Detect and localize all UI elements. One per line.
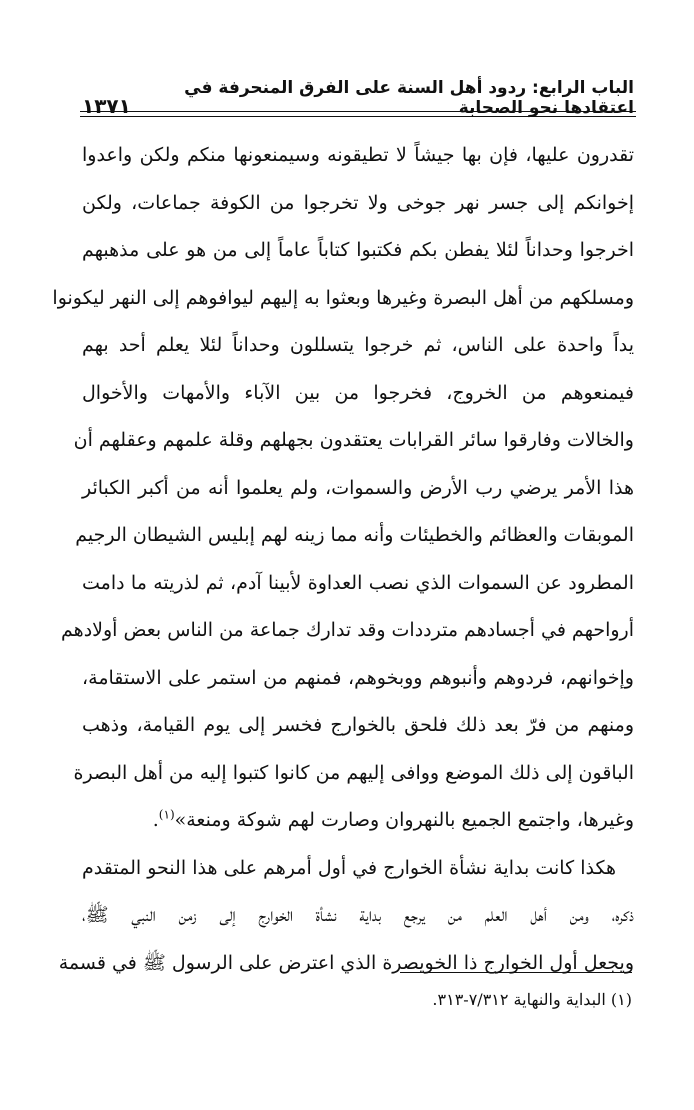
text-line: ويجعل أول الخوارج ذا الخويصرة الذي اعترض على الرسول ﷺ في قسمة [58,951,634,974]
running-header [82,78,634,118]
header-rule-thin [80,116,636,117]
text-line: الموبقات والعظائم والخطيئات وأنه مما زينه لهم إبليس الشيطان الرجيم [75,524,634,546]
text-line-content: وغيرها، واجتمع الجميع بالنهروان وصارت لهم شوكة ومنعة» [174,809,634,831]
footnote-separator [400,972,632,973]
body-text [52,132,634,987]
footnote-reference-period: . [152,809,159,831]
text-line: وإخوانهم، فردوهم وأنبوهم ووبخوهم، فمنهم من استمر على الاستقامة، [82,666,634,689]
text-line: فيمنعوهم من الخروج، فخرجوا من بين الآباء والأمهات والأخوال [82,381,634,404]
text-line: أرواحهم في أجسادهم مترددات وقد تدارك جماعة من الناس بعض أولادهم [61,619,634,641]
footnote: (١) البداية والنهاية ٧/٣١٢-٣١٣. [432,990,632,1009]
text-line: هذا الأمر يرضي رب الأرض والسموات، ولم يعلموا أنه من أكبر الكبائر [82,476,634,499]
running-header-title: الباب الرابع: ردود أهل السنة على الفرق المنحرفة في اعتقادها نحو الصحابة [184,78,634,118]
text-line: ومنهم من فرّ بعد ذلك فلحق بالخوارج فخسر إلى يوم القيامة، وذهب [82,714,634,736]
header-rule [80,111,636,112]
text-line: تقدرون عليها، فإن بها جيشاً لا تطيقونه وسيمنعونها منكم ولكن واعدوا [82,144,634,166]
footnote-reference[interactable]: (١) [158,807,175,822]
text-line-with-footnote [82,797,634,845]
paragraph-first-line: هكذا كانت بداية نشأة الخوارج في أول أمرهم على هذا النحو المتقدم [82,856,616,879]
text-line: ذكره، ومن أهل العلم من يرجع بداية نشأة الخوارج إلى زمن النبي ﷺ، [82,904,634,926]
page-number: ١٣٧١ [82,94,131,118]
text-line: إخوانكم إلى جسر نهر جوخى ولا تخرجوا من الكوفة جماعات، ولكن [82,191,634,214]
text-line: والخالات وفارقوا سائر القرابات يعتقدون بجهلهم وقلة علمهم وعقلهم أن [73,429,634,451]
text-line: يداً واحدة على الناس، ثم خرجوا يتسللون وحداناً لئلا يعلم أحد بهم [82,334,634,356]
text-line: الباقون إلى ذلك الموضع ووافى إليهم من كانوا كتبوا إليه من أهل البصرة [73,761,634,784]
text-line: المطرود عن السموات الذي نصب العداوة لأبينا آدم، ثم لذريته ما دامت [82,571,634,594]
text-line: ومسلكهم من أهل البصرة وغيرها وبعثوا به إليهم ليوافوهم إلى النهر ليكونوا [52,286,634,309]
text-line: اخرجوا وحداناً لئلا يفطن بكم فكتبوا كتاباً عاماً إلى من هو على مذهبهم [82,239,634,261]
